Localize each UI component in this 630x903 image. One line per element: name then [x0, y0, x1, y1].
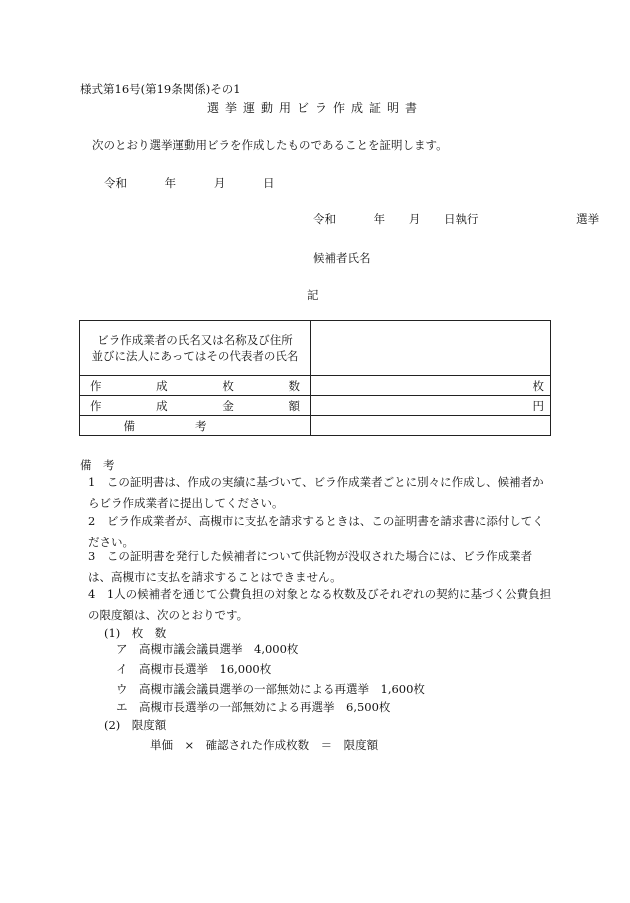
intro-statement: 次のとおり選挙運動用ビラを作成したものであることを証明します。 — [92, 138, 448, 152]
notes-heading: 備 考 — [80, 458, 115, 472]
sub-quantity-heading: (1) 枚 数 — [104, 626, 167, 640]
ki-heading: 記 — [307, 288, 319, 302]
remarks-label: 備考 — [80, 416, 311, 436]
date-era: 令和 — [104, 176, 127, 190]
sub-limit-heading: (2) 限度額 — [104, 718, 167, 732]
note-2: 2 ビラ作成業者が、高槻市に支払を請求するときは、この証明書を請求書に添付してください。 — [88, 514, 544, 549]
amount-unit[interactable]: 円 — [311, 396, 551, 416]
table-row — [80, 376, 551, 396]
limit-item-a: ア 高槻市議会議員選挙 4,000枚 — [116, 642, 299, 656]
note-4: 4 1人の候補者を通じて公費負担の対象となる枚数及びそれぞれの契約に基づく公費負担の限度額は、次のとおりです。 — [88, 587, 552, 622]
vendor-label-line2: 並びに法人にあってはその代表者の氏名 — [91, 349, 299, 363]
vendor-label-line1: ビラ作成業者の氏名又は名称及び住所 — [97, 333, 293, 347]
election-label: 選挙 — [576, 212, 600, 226]
note-1: 1 この証明書は、作成の実績に基づいて、ビラ作成業者ごとに別々に作成し、候補者からビラ作成業者に提出してください。 — [88, 475, 544, 510]
candidate-name-label: 候補者氏名 — [313, 251, 371, 265]
date-month: 月 — [213, 176, 226, 190]
election-month: 月 — [408, 212, 421, 226]
certificate-table — [79, 320, 551, 436]
election-year: 年 — [373, 212, 386, 226]
vendor-value-cell[interactable] — [311, 321, 551, 376]
quantity-label: 作成枚数 — [80, 376, 311, 396]
note-3: 3 この証明書を発行した候補者について供託物が没収された場合には、ビラ作成業者は、高槻市に支払を請求することはできません。 — [88, 549, 533, 584]
issue-date-line — [104, 175, 274, 191]
limit-item-e: エ 高槻市長選挙の一部無効による再選挙 6,500枚 — [116, 700, 391, 714]
date-year: 年 — [164, 176, 177, 190]
quantity-unit[interactable]: 枚 — [311, 376, 551, 396]
election-era: 令和 — [313, 212, 336, 226]
limit-formula: 単価 × 確認された作成枚数 ＝ 限度額 — [150, 738, 379, 752]
limit-item-u: ウ 高槻市議会議員選挙の一部無効による再選挙 1,600枚 — [116, 682, 425, 696]
vendor-label-cell — [80, 321, 311, 376]
limit-item-i: イ 高槻市長選挙 16,000枚 — [116, 662, 272, 676]
remarks-value-cell[interactable] — [311, 416, 551, 436]
form-number: 様式第16号(第19条関係)その1 — [80, 82, 241, 96]
amount-label: 作成金額 — [80, 396, 311, 416]
table-row — [80, 321, 551, 376]
election-date-line — [313, 211, 599, 227]
document-title: 選挙運動用ビラ作成証明書 — [206, 101, 423, 115]
election-day-exec: 日執行 — [443, 212, 479, 226]
date-day: 日 — [262, 176, 275, 190]
table-row — [80, 416, 551, 436]
table-row — [80, 396, 551, 416]
